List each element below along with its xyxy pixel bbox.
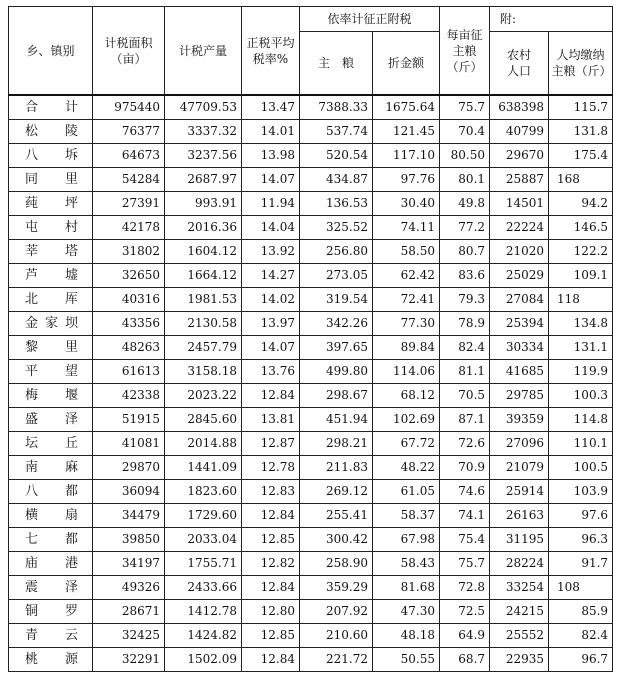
per-mu-cell: 83.6 (440, 264, 490, 288)
agricultural-tax-table (8, 6, 613, 672)
cash-cell: 47.30 (373, 600, 440, 624)
header-population (490, 32, 549, 96)
table-row (9, 288, 613, 312)
table-row (9, 432, 613, 456)
per-mu-cell: 75.7 (440, 95, 490, 120)
pop-cell: 29785 (490, 384, 549, 408)
cash-cell: 102.69 (373, 408, 440, 432)
per-capita-cell: 97.6 (549, 504, 613, 528)
per-capita-cell: 109.1 (549, 264, 613, 288)
table-row (9, 456, 613, 480)
pop-cell: 33254 (490, 576, 549, 600)
header-cash: 折金额 (373, 32, 440, 96)
cash-cell: 67.98 (373, 528, 440, 552)
rate-cell: 12.84 (242, 648, 300, 672)
rate-cell: 14.27 (242, 264, 300, 288)
tax-table-container (8, 6, 612, 672)
per-mu-cell: 87.1 (440, 408, 490, 432)
per-mu-cell: 72.6 (440, 432, 490, 456)
table-row (9, 264, 613, 288)
rate-cell: 12.84 (242, 384, 300, 408)
rate-cell: 14.01 (242, 120, 300, 144)
town-name-cell: 横 扇 (9, 504, 93, 528)
grain-cell: 211.83 (300, 456, 373, 480)
rate-cell: 13.81 (242, 408, 300, 432)
output-cell: 2014.88 (165, 432, 242, 456)
header-rate (242, 7, 300, 96)
pop-cell: 21020 (490, 240, 549, 264)
town-name-cell: 平 望 (9, 360, 93, 384)
area-cell: 28671 (93, 600, 165, 624)
pop-cell: 27096 (490, 432, 549, 456)
header-area-label: 计税面积（亩） (104, 35, 153, 66)
output-cell: 2023.22 (165, 384, 242, 408)
rate-cell: 13.98 (242, 144, 300, 168)
grain-cell: 451.94 (300, 408, 373, 432)
output-cell: 3158.18 (165, 360, 242, 384)
grain-cell: 434.87 (300, 168, 373, 192)
output-cell: 2687.97 (165, 168, 242, 192)
per-capita-cell: 115.7 (549, 95, 613, 120)
header-output: 计税产量 (165, 7, 242, 96)
cash-cell: 72.41 (373, 288, 440, 312)
grain-cell: 256.80 (300, 240, 373, 264)
cash-cell: 61.05 (373, 480, 440, 504)
area-cell: 31802 (93, 240, 165, 264)
town-name-cell: 八 都 (9, 480, 93, 504)
rate-cell: 13.92 (242, 240, 300, 264)
output-cell: 993.91 (165, 192, 242, 216)
pop-cell: 40799 (490, 120, 549, 144)
per-mu-cell: 75.7 (440, 552, 490, 576)
grain-cell: 298.21 (300, 432, 373, 456)
output-cell: 1664.12 (165, 264, 242, 288)
rate-cell: 12.83 (242, 480, 300, 504)
cash-cell: 30.40 (373, 192, 440, 216)
pop-cell: 39359 (490, 408, 549, 432)
table-row (9, 528, 613, 552)
town-name-cell: 震 泽 (9, 576, 93, 600)
cash-cell: 81.68 (373, 576, 440, 600)
area-cell: 41081 (93, 432, 165, 456)
header-per-capita-label: 人均缴纳主粮（斤） (551, 48, 612, 78)
town-name-cell: 青 云 (9, 624, 93, 648)
area-cell: 34479 (93, 504, 165, 528)
rate-cell: 14.04 (242, 216, 300, 240)
pop-cell: 638398 (490, 95, 549, 120)
table-row (9, 312, 613, 336)
area-cell: 32291 (93, 648, 165, 672)
per-capita-cell: 114.8 (549, 408, 613, 432)
area-cell: 76377 (93, 120, 165, 144)
town-name-cell: 七 都 (9, 528, 93, 552)
grain-cell: 537.74 (300, 120, 373, 144)
per-capita-cell: 175.4 (549, 144, 613, 168)
header-rate-label: 正税平均税率% (246, 35, 295, 66)
cash-cell: 62.42 (373, 264, 440, 288)
cash-cell: 1675.64 (373, 95, 440, 120)
grain-cell: 136.53 (300, 192, 373, 216)
town-name-cell: 坛 丘 (9, 432, 93, 456)
table-row (9, 408, 613, 432)
output-cell: 3237.56 (165, 144, 242, 168)
per-capita-cell: 131.1 (549, 336, 613, 360)
grain-cell: 269.12 (300, 480, 373, 504)
per-mu-cell: 70.5 (440, 384, 490, 408)
town-name-cell: 金家坝 (9, 312, 93, 336)
per-mu-cell: 68.7 (440, 648, 490, 672)
output-cell: 1981.53 (165, 288, 242, 312)
header-town: 乡、镇别 (9, 7, 93, 96)
header-tax-group: 依率计征正附税 (300, 7, 440, 32)
area-cell: 49326 (93, 576, 165, 600)
rate-cell: 12.84 (242, 504, 300, 528)
per-capita-cell: 146.5 (549, 216, 613, 240)
per-mu-cell: 78.9 (440, 312, 490, 336)
output-cell: 1412.78 (165, 600, 242, 624)
per-capita-cell: 96.3 (549, 528, 613, 552)
town-name-cell: 合 计 (9, 95, 93, 120)
pop-cell: 30334 (490, 336, 549, 360)
grain-cell: 300.42 (300, 528, 373, 552)
area-cell: 54284 (93, 168, 165, 192)
area-cell: 51915 (93, 408, 165, 432)
header-population-label: 农村人口 (507, 48, 532, 78)
output-cell: 2016.36 (165, 216, 242, 240)
table-row (9, 576, 613, 600)
town-name-cell: 松 陵 (9, 120, 93, 144)
table-row (9, 240, 613, 264)
cash-cell: 77.30 (373, 312, 440, 336)
cash-cell: 48.22 (373, 456, 440, 480)
per-mu-cell: 82.4 (440, 336, 490, 360)
table-row (9, 648, 613, 672)
area-cell: 29870 (93, 456, 165, 480)
output-cell: 47709.53 (165, 95, 242, 120)
per-mu-cell: 70.4 (440, 120, 490, 144)
output-cell: 3337.32 (165, 120, 242, 144)
pop-cell: 21079 (490, 456, 549, 480)
per-capita-cell: 100.3 (549, 384, 613, 408)
per-mu-cell: 72.8 (440, 576, 490, 600)
per-capita-cell: 131.8 (549, 120, 613, 144)
grain-cell: 207.92 (300, 600, 373, 624)
table-body (9, 95, 613, 672)
grain-cell: 7388.33 (300, 95, 373, 120)
header-per-capita (549, 32, 613, 96)
table-row (9, 504, 613, 528)
per-capita-cell: 134.8 (549, 312, 613, 336)
per-mu-cell: 49.8 (440, 192, 490, 216)
grain-cell: 520.54 (300, 144, 373, 168)
rate-cell: 13.47 (242, 95, 300, 120)
per-mu-cell: 79.3 (440, 288, 490, 312)
table-row (9, 552, 613, 576)
pop-cell: 22935 (490, 648, 549, 672)
grain-cell: 258.90 (300, 552, 373, 576)
grain-cell: 397.65 (300, 336, 373, 360)
per-mu-cell: 64.9 (440, 624, 490, 648)
cash-cell: 74.11 (373, 216, 440, 240)
header-grain: 主 粮 (300, 32, 373, 96)
output-cell: 2457.79 (165, 336, 242, 360)
grain-cell: 359.29 (300, 576, 373, 600)
rate-cell: 13.97 (242, 312, 300, 336)
area-cell: 48263 (93, 336, 165, 360)
rate-cell: 11.94 (242, 192, 300, 216)
cash-cell: 48.18 (373, 624, 440, 648)
per-capita-cell: 119.9 (549, 360, 613, 384)
rate-cell: 12.78 (242, 456, 300, 480)
pop-cell: 22224 (490, 216, 549, 240)
rate-cell: 12.84 (242, 576, 300, 600)
grain-cell: 325.52 (300, 216, 373, 240)
rate-cell: 14.07 (242, 336, 300, 360)
table-row-total (9, 95, 613, 120)
per-mu-cell: 75.4 (440, 528, 490, 552)
grain-cell: 255.41 (300, 504, 373, 528)
header-per-mu-label: 每亩征主粮（斤） (446, 27, 483, 74)
table-row (9, 624, 613, 648)
town-name-cell: 同 里 (9, 168, 93, 192)
grain-cell: 273.05 (300, 264, 373, 288)
town-name-cell: 盛 泽 (9, 408, 93, 432)
area-cell: 61613 (93, 360, 165, 384)
per-mu-cell: 74.6 (440, 480, 490, 504)
output-cell: 1604.12 (165, 240, 242, 264)
grain-cell: 319.54 (300, 288, 373, 312)
output-cell: 1441.09 (165, 456, 242, 480)
per-mu-cell: 70.9 (440, 456, 490, 480)
output-cell: 1823.60 (165, 480, 242, 504)
area-cell: 42178 (93, 216, 165, 240)
area-cell: 36094 (93, 480, 165, 504)
pop-cell: 25552 (490, 624, 549, 648)
pop-cell: 29670 (490, 144, 549, 168)
table-row (9, 600, 613, 624)
output-cell: 2845.60 (165, 408, 242, 432)
output-cell: 2033.04 (165, 528, 242, 552)
table-row (9, 384, 613, 408)
town-name-cell: 莘 塔 (9, 240, 93, 264)
per-capita-cell: 100.5 (549, 456, 613, 480)
pop-cell: 25029 (490, 264, 549, 288)
header-appendix: 附: (490, 7, 613, 32)
grain-cell: 210.60 (300, 624, 373, 648)
town-name-cell: 铜 罗 (9, 600, 93, 624)
per-mu-cell: 80.7 (440, 240, 490, 264)
per-mu-cell: 80.1 (440, 168, 490, 192)
output-cell: 2130.58 (165, 312, 242, 336)
town-name-cell: 八 坼 (9, 144, 93, 168)
per-capita-cell: 94.2 (549, 192, 613, 216)
area-cell: 43356 (93, 312, 165, 336)
output-cell: 2433.66 (165, 576, 242, 600)
area-cell: 64673 (93, 144, 165, 168)
rate-cell: 13.76 (242, 360, 300, 384)
cash-cell: 58.50 (373, 240, 440, 264)
cash-cell: 58.37 (373, 504, 440, 528)
output-cell: 1502.09 (165, 648, 242, 672)
cash-cell: 89.84 (373, 336, 440, 360)
pop-cell: 41685 (490, 360, 549, 384)
area-cell: 40316 (93, 288, 165, 312)
pop-cell: 27084 (490, 288, 549, 312)
area-cell: 32425 (93, 624, 165, 648)
table-row (9, 336, 613, 360)
cash-cell: 121.45 (373, 120, 440, 144)
town-name-cell: 南 麻 (9, 456, 93, 480)
cash-cell: 114.06 (373, 360, 440, 384)
town-name-cell: 莼 坪 (9, 192, 93, 216)
town-name-cell: 庙 港 (9, 552, 93, 576)
pop-cell: 26163 (490, 504, 549, 528)
area-cell: 975440 (93, 95, 165, 120)
rate-cell: 12.85 (242, 528, 300, 552)
per-mu-cell: 80.50 (440, 144, 490, 168)
grain-cell: 221.72 (300, 648, 373, 672)
per-mu-cell: 81.1 (440, 360, 490, 384)
area-cell: 32650 (93, 264, 165, 288)
cash-cell: 97.76 (373, 168, 440, 192)
cash-cell: 58.43 (373, 552, 440, 576)
header-area (93, 7, 165, 96)
pop-cell: 28224 (490, 552, 549, 576)
area-cell: 39850 (93, 528, 165, 552)
per-mu-cell: 72.5 (440, 600, 490, 624)
per-capita-cell: 110.1 (549, 432, 613, 456)
per-capita-cell: 122.2 (549, 240, 613, 264)
per-capita-cell: 108 (549, 576, 613, 600)
table-row (9, 168, 613, 192)
town-name-cell: 黎 里 (9, 336, 93, 360)
per-capita-cell: 96.7 (549, 648, 613, 672)
output-cell: 1755.71 (165, 552, 242, 576)
town-name-cell: 北 厍 (9, 288, 93, 312)
town-name-cell: 芦 墟 (9, 264, 93, 288)
pop-cell: 14501 (490, 192, 549, 216)
rate-cell: 14.02 (242, 288, 300, 312)
rate-cell: 12.80 (242, 600, 300, 624)
cash-cell: 68.12 (373, 384, 440, 408)
pop-cell: 24215 (490, 600, 549, 624)
area-cell: 34197 (93, 552, 165, 576)
per-capita-cell: 91.7 (549, 552, 613, 576)
table-row (9, 144, 613, 168)
town-name-cell: 屯 村 (9, 216, 93, 240)
per-capita-cell: 85.9 (549, 600, 613, 624)
grain-cell: 298.67 (300, 384, 373, 408)
table-row (9, 480, 613, 504)
per-capita-cell: 168 (549, 168, 613, 192)
table-row (9, 120, 613, 144)
town-name-cell: 梅 堰 (9, 384, 93, 408)
pop-cell: 25887 (490, 168, 549, 192)
area-cell: 27391 (93, 192, 165, 216)
table-row (9, 360, 613, 384)
rate-cell: 14.07 (242, 168, 300, 192)
table-row (9, 216, 613, 240)
pop-cell: 25394 (490, 312, 549, 336)
rate-cell: 12.82 (242, 552, 300, 576)
per-mu-cell: 74.1 (440, 504, 490, 528)
grain-cell: 499.80 (300, 360, 373, 384)
per-mu-cell: 77.2 (440, 216, 490, 240)
cash-cell: 67.72 (373, 432, 440, 456)
table-row (9, 192, 613, 216)
town-name-cell: 桃 源 (9, 648, 93, 672)
cash-cell: 117.10 (373, 144, 440, 168)
grain-cell: 342.26 (300, 312, 373, 336)
pop-cell: 25914 (490, 480, 549, 504)
rate-cell: 12.87 (242, 432, 300, 456)
pop-cell: 31195 (490, 528, 549, 552)
cash-cell: 50.55 (373, 648, 440, 672)
per-capita-cell: 118 (549, 288, 613, 312)
per-capita-cell: 82.4 (549, 624, 613, 648)
rate-cell: 12.85 (242, 624, 300, 648)
output-cell: 1729.60 (165, 504, 242, 528)
header-per-mu (440, 7, 490, 96)
per-capita-cell: 103.9 (549, 480, 613, 504)
output-cell: 1424.82 (165, 624, 242, 648)
area-cell: 42338 (93, 384, 165, 408)
